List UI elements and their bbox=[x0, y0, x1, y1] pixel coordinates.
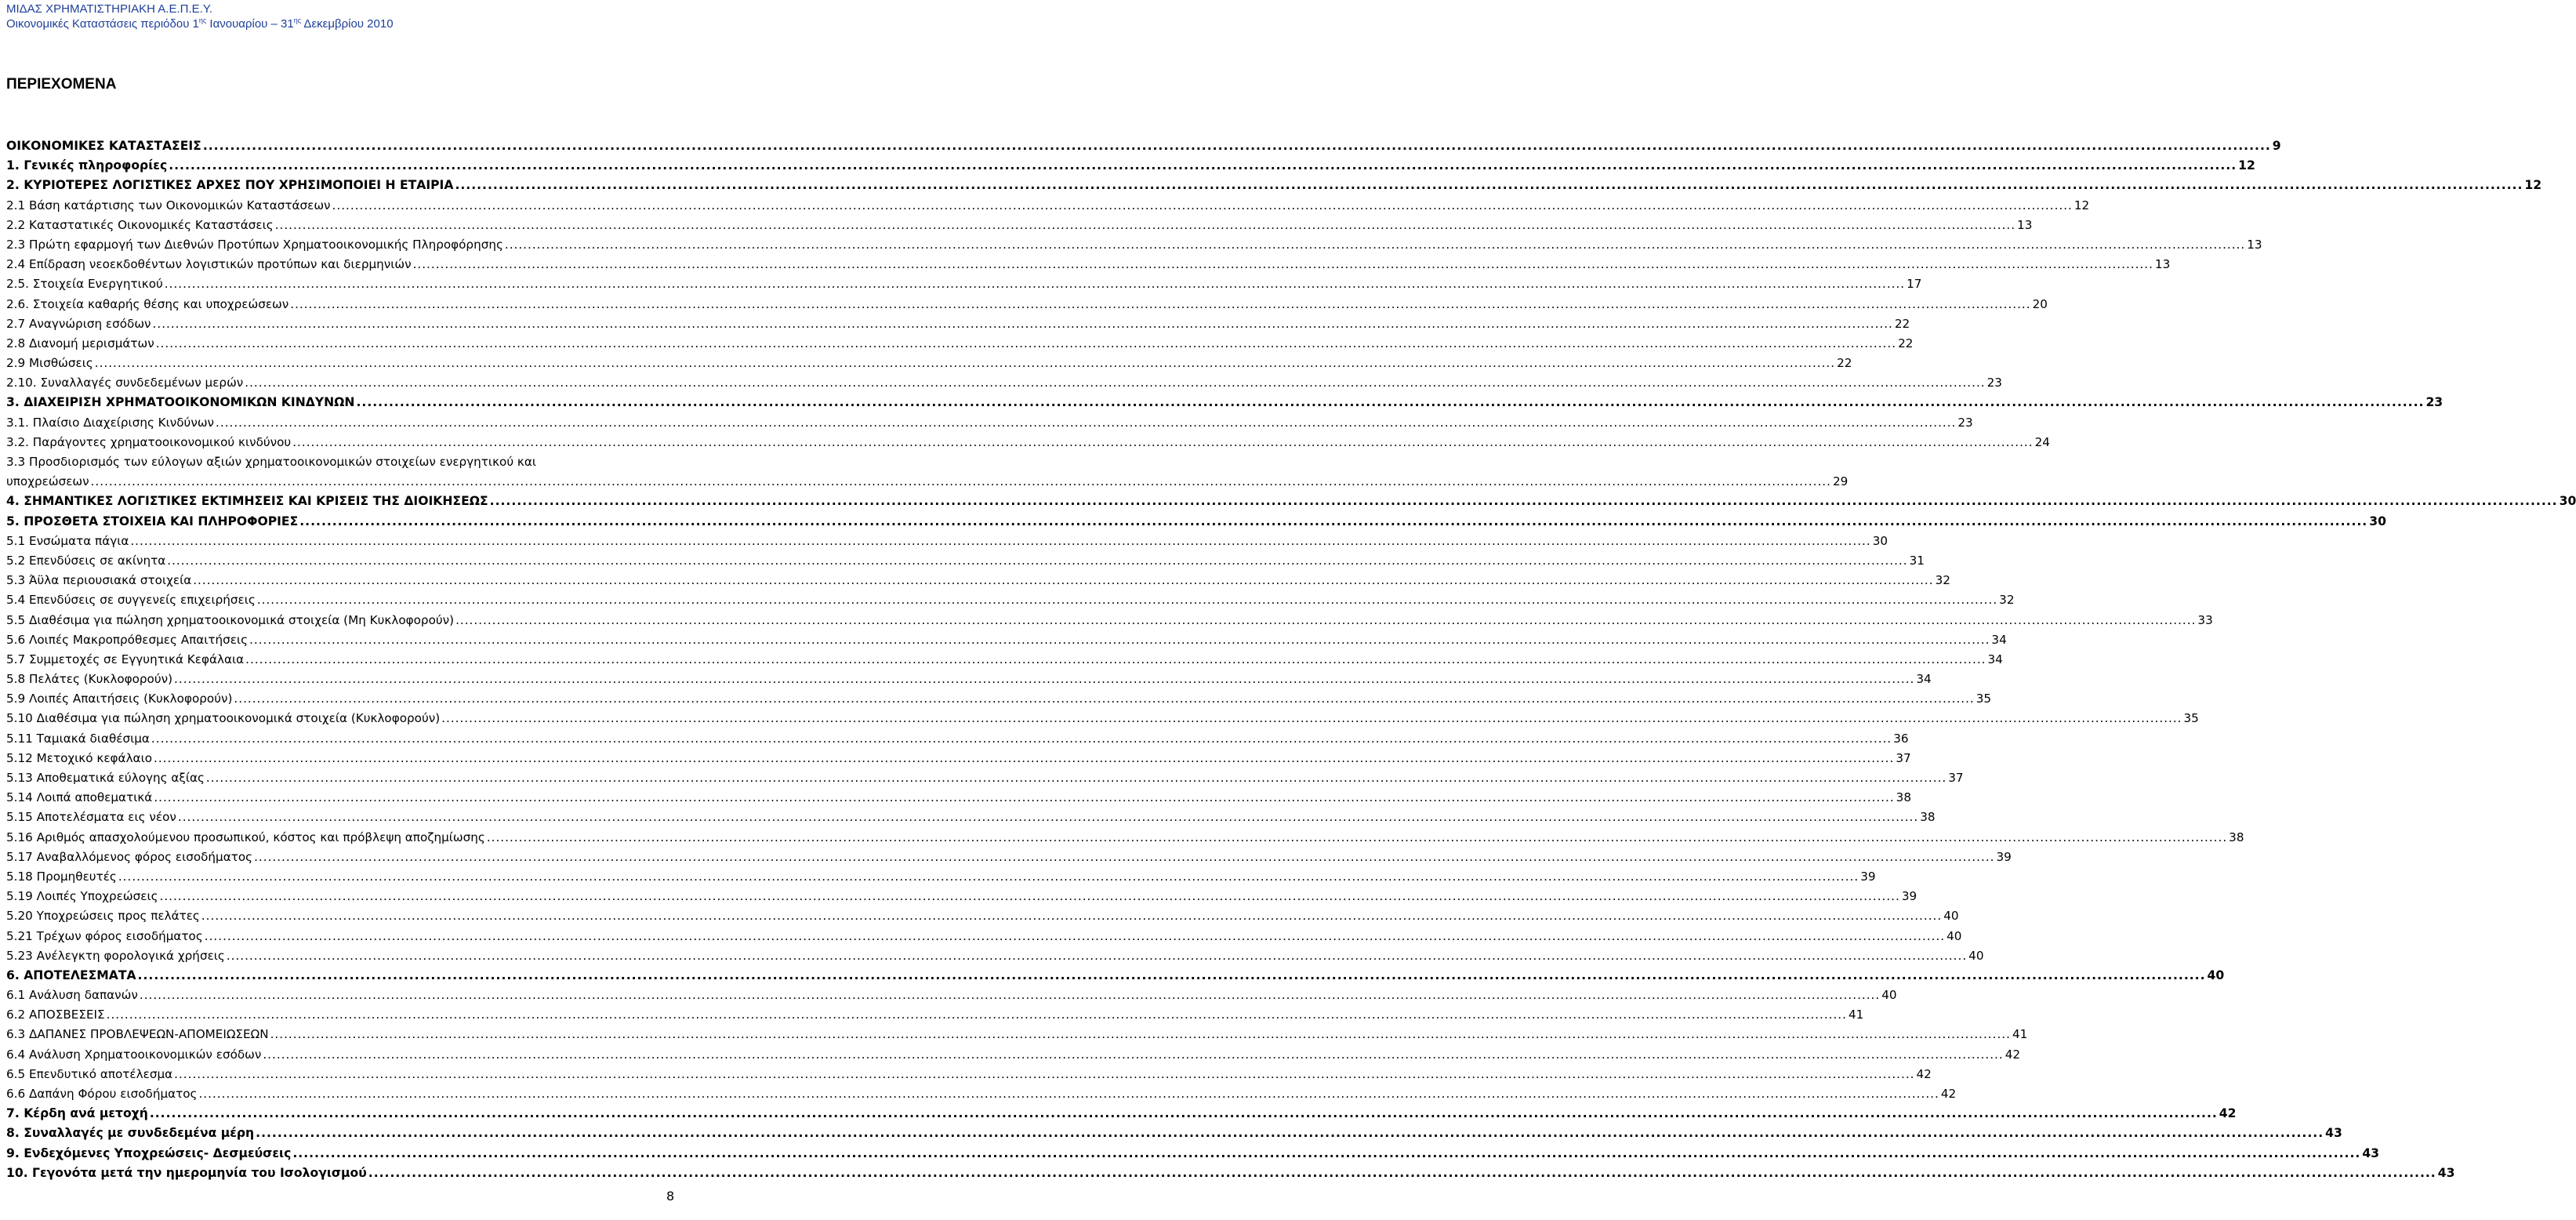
toc-entry-page: 36 bbox=[1893, 731, 1909, 746]
toc-entry[interactable] bbox=[6, 670, 1932, 689]
toc-leader-dots bbox=[150, 1104, 2218, 1124]
toc-entry-page: 12 bbox=[2073, 198, 2090, 212]
toc-entry-label: 5.10 Διαθέσιμα για πώληση χρηματοοικονομικά στοιχεία (Κυκλοφορούν) bbox=[6, 711, 441, 726]
toc-entry-page: 42 bbox=[2005, 1047, 2021, 1062]
toc-entry-label: 5.15 Αποτελέσματα εις νέον bbox=[6, 810, 176, 825]
toc-entry-label: 1. Γενικές πληροφορίες bbox=[6, 158, 168, 173]
toc-leader-dots bbox=[156, 334, 1896, 354]
toc-entry-page: 35 bbox=[2183, 711, 2199, 726]
toc-entry-page: 9 bbox=[2272, 139, 2281, 153]
page-number: 8 bbox=[666, 1189, 675, 1204]
toc-entry-label: 5.14 Λοιπά αποθεματικά bbox=[6, 790, 153, 805]
toc-entry-label: 6.3 ΔΑΠΑΝΕΣ ΠΡΟΒΛΕΨΕΩΝ-ΑΠΟΜΕΙΩΣΕΩΝ bbox=[6, 1027, 269, 1042]
toc-leader-dots bbox=[292, 433, 2033, 452]
toc-entry-page: 40 bbox=[1881, 988, 1897, 1003]
toc-entry-page: 13 bbox=[2247, 237, 2262, 252]
toc-entry-page: 22 bbox=[1898, 336, 1914, 350]
toc-entry-label: 3. ΔΙΑΧΕΙΡΙΣΗ ΧΡΗΜΑΤΟΟΙΚΟΝΟΜΙΚΩΝ ΚΙΝΔΥΝΩΝ bbox=[6, 395, 355, 410]
toc-entry-label: 3.1. Πλαίσιο Διαχείρισης Κινδύνων bbox=[6, 415, 215, 430]
toc-entry-label: 5.7 Συμμετοχές σε Εγγυητικά Κεφάλαια bbox=[6, 652, 245, 666]
toc-entry-page: 13 bbox=[2154, 257, 2171, 272]
toc-entry-label: 2.7 Αναγνώριση εσόδων bbox=[6, 316, 151, 331]
toc-entry-label: 5.12 Μετοχικό κεφάλαιο bbox=[6, 750, 152, 765]
toc-entry-page: 35 bbox=[1976, 692, 1992, 706]
toc-entry-label: 5.4 Επενδύσεις σε συγγενείς επιχειρήσεις bbox=[6, 593, 256, 608]
header-period-part: Οικονομικές Καταστάσεις περιόδου 1 bbox=[6, 17, 199, 31]
toc-entry-label: 5.1 Ενσώματα πάγια bbox=[6, 533, 129, 548]
toc-entry-page: 31 bbox=[1909, 553, 1925, 568]
toc-leader-dots bbox=[368, 1164, 2436, 1183]
toc-entry-page: 37 bbox=[1948, 771, 1964, 785]
toc-entry-label: 10. Γεγονότα μετά την ημερομηνία του Ισολογισμού bbox=[6, 1165, 367, 1180]
toc-entry-page: 22 bbox=[1894, 316, 1910, 331]
header-sup: ης bbox=[198, 16, 207, 24]
toc-entry-label: 6.4 Ανάλυση Χρηματοοικονομικών εσόδων bbox=[6, 1047, 262, 1062]
toc-leader-dots bbox=[227, 946, 1967, 966]
toc-entry-page: 34 bbox=[1991, 632, 2007, 647]
toc-entry[interactable] bbox=[6, 196, 2090, 216]
toc-entry[interactable] bbox=[6, 611, 2213, 630]
toc-entry-label: 3.3 Προσδιορισμός των εύλογων αξιών χρηματοοικονομικών στοιχείων ενεργητικού και bbox=[6, 455, 537, 469]
toc-leader-dots bbox=[356, 393, 2424, 412]
toc-leader-dots bbox=[205, 927, 1945, 946]
toc-leader-dots bbox=[270, 1025, 2011, 1044]
toc-leader-dots bbox=[107, 1005, 1847, 1025]
toc-leader-dots bbox=[234, 689, 1974, 709]
toc-entry[interactable] bbox=[6, 749, 1911, 768]
toc-entry-page: 40 bbox=[1947, 928, 1962, 943]
toc-leader-dots bbox=[275, 216, 2015, 235]
toc-entry-label: 6.6 Δαπάνη Φόρου εισοδήματος bbox=[6, 1087, 198, 1101]
toc-leader-dots bbox=[165, 274, 1905, 294]
toc-entry[interactable] bbox=[6, 828, 2244, 848]
toc-entry[interactable] bbox=[6, 1005, 1864, 1025]
toc-entry[interactable] bbox=[6, 274, 1922, 294]
toc-leader-dots bbox=[245, 373, 1985, 393]
toc-entry-label: 5.9 Λοιπές Απαιτήσεις (Κυκλοφορούν) bbox=[6, 692, 233, 706]
toc-entry-label: 5.11 Ταμιακά διαθέσιμα bbox=[6, 731, 150, 746]
toc-entry-page: 40 bbox=[2207, 968, 2225, 982]
toc-entry-page: 39 bbox=[1996, 849, 2012, 864]
toc-entry-page: 23 bbox=[2425, 395, 2444, 410]
toc-leader-dots bbox=[455, 611, 2196, 630]
toc-entry[interactable] bbox=[6, 906, 1959, 926]
toc-entry[interactable] bbox=[6, 1045, 2021, 1065]
toc-entry-page: 38 bbox=[1920, 810, 1936, 825]
toc-entry[interactable] bbox=[6, 788, 1911, 808]
toc-entry[interactable] bbox=[6, 472, 1849, 492]
toc-entry-page: 43 bbox=[2325, 1126, 2342, 1141]
toc-entry-page: 40 bbox=[1943, 909, 1959, 924]
toc-entry-label: 2.5. Στοιχεία Ενεργητικού bbox=[6, 277, 163, 292]
toc-leader-dots bbox=[151, 729, 1892, 749]
toc-entry-label: ΟΙΚΟΝΟΜΙΚΕΣ ΚΑΤΑΣΤΑΣΕΙΣ bbox=[6, 139, 201, 153]
toc-entry-page: 34 bbox=[1987, 652, 2003, 666]
toc-entry-label: 2. ΚΥΡΙΟΤΕΡΕΣ ΛΟΓΙΣΤΙΚΕΣ ΑΡΧΕΣ ΠΟΥ ΧΡΗΣΙΜΟΠΟΙΕΙ Η ΕΤΑΙΡΙΑ bbox=[6, 178, 454, 193]
toc-leader-dots bbox=[245, 650, 1986, 670]
toc-entry-page: 32 bbox=[1999, 593, 2015, 608]
toc-entry-page: 23 bbox=[1986, 376, 2002, 390]
toc-entry[interactable] bbox=[6, 492, 2576, 511]
toc-entry-label: 4. ΣΗΜΑΝΤΙΚΕΣ ΛΟΓΙΣΤΙΚΕΣ ΕΚΤΙΜΗΣΕΙΣ ΚΑΙ ΚΡΙΣΕΙΣ ΤΗΣ ΔΙΟΙΚΗΣΕΩΣ bbox=[6, 494, 488, 509]
toc-leader-dots bbox=[167, 551, 1907, 571]
table-of-contents bbox=[6, 136, 2576, 1183]
toc-entry[interactable] bbox=[6, 768, 1964, 788]
toc-leader-dots bbox=[138, 966, 2206, 986]
toc-entry-label: 6.2 ΑΠΟΣΒΕΣΕΙΣ bbox=[6, 1008, 105, 1022]
toc-entry[interactable] bbox=[6, 630, 2007, 650]
toc-entry-label: 5.5 Διαθέσιμα για πώληση χρηματοοικονομικά στοιχεία (Μη Κυκλοφορούν) bbox=[6, 612, 455, 627]
toc-entry-page: 12 bbox=[2524, 178, 2542, 193]
toc-entry-page: 38 bbox=[1896, 790, 1911, 805]
toc-leader-dots bbox=[154, 788, 1894, 808]
toc-leader-dots bbox=[256, 1124, 2324, 1143]
toc-entry-page: 22 bbox=[1837, 356, 1852, 371]
toc-entry[interactable] bbox=[6, 729, 1909, 749]
toc-entry-page: 34 bbox=[1916, 672, 1932, 687]
toc-leader-dots bbox=[257, 590, 1997, 610]
toc-entry-label: 6. ΑΠΟΤΕΛΕΣΜΑΤΑ bbox=[6, 968, 136, 982]
toc-entry-page: 12 bbox=[2238, 158, 2255, 173]
toc-entry-page: 43 bbox=[2362, 1146, 2380, 1160]
toc-entry-label: 5.23 Ανέλεγκτη φορολογικά χρήσεις bbox=[6, 948, 225, 963]
toc-entry-label: 9. Ενδεχόμενες Υποχρεώσεις- Δεσμεύσεις bbox=[6, 1146, 292, 1160]
toc-entry[interactable] bbox=[6, 452, 749, 472]
toc-leader-dots bbox=[254, 848, 1994, 867]
toc-leader-dots bbox=[441, 709, 2182, 728]
toc-entry-page: 39 bbox=[1860, 869, 1876, 884]
toc-entry-label: 5.19 Λοιπές Υποχρεώσεις bbox=[6, 889, 158, 904]
toc-entry[interactable] bbox=[6, 689, 1992, 709]
toc-title: ΠΕΡΙΕΧΟΜΕΝΑ bbox=[6, 76, 117, 93]
toc-entry[interactable] bbox=[6, 551, 1925, 571]
toc-entry[interactable] bbox=[6, 334, 1914, 354]
header-company: ΜΙΔΑΣ ΧΡΗΜΑΤΙΣΤΗΡΙΑΚΗ Α.Ε.Π.Ε.Υ. bbox=[6, 2, 213, 16]
toc-entry[interactable] bbox=[6, 571, 1950, 590]
toc-entry[interactable] bbox=[6, 413, 1973, 433]
toc-entry[interactable] bbox=[6, 393, 2444, 412]
toc-entry-page: 13 bbox=[2017, 217, 2033, 232]
toc-entry[interactable] bbox=[6, 650, 2003, 670]
toc-entry[interactable] bbox=[6, 216, 2033, 235]
toc-entry[interactable] bbox=[6, 1164, 2455, 1183]
toc-entry-label: 5.17 Αναβαλλόμενος φόρος εισοδήματος bbox=[6, 849, 253, 864]
toc-entry[interactable] bbox=[6, 709, 2199, 728]
toc-entry-label: 2.8 Διανομή μερισμάτων bbox=[6, 336, 154, 350]
header-period bbox=[6, 16, 743, 31]
toc-leader-dots bbox=[413, 255, 2153, 274]
toc-leader-dots bbox=[130, 532, 1870, 551]
toc-entry[interactable] bbox=[6, 946, 1984, 966]
toc-entry-label: 7. Κέρδη ανά μετοχή bbox=[6, 1106, 148, 1121]
toc-leader-dots bbox=[169, 156, 2237, 176]
toc-entry[interactable] bbox=[6, 532, 1888, 551]
toc-entry[interactable] bbox=[6, 590, 2015, 610]
toc-entry[interactable] bbox=[6, 966, 2225, 986]
toc-entry[interactable] bbox=[6, 295, 2048, 314]
toc-entry-label: 2.3 Πρώτη εφαρμογή των Διεθνών Προτύπων Χρηματοοικονομικής Πληροφόρησης bbox=[6, 237, 503, 252]
toc-entry-label: 8. Συναλλαγές με συνδεδεμένα μέρη bbox=[6, 1126, 255, 1141]
toc-entry[interactable] bbox=[6, 1084, 1957, 1104]
toc-entry-page: 38 bbox=[2229, 830, 2244, 844]
toc-entry-label: 5.20 Υποχρεώσεις προς πελάτες bbox=[6, 909, 200, 924]
toc-entry-label: υποχρεώσεων bbox=[6, 474, 89, 489]
toc-entry[interactable] bbox=[6, 1065, 1932, 1084]
toc-leader-dots bbox=[299, 512, 2367, 532]
toc-entry[interactable] bbox=[6, 1025, 2028, 1044]
header-sup: ης bbox=[293, 16, 302, 24]
toc-entry-page: 41 bbox=[1848, 1008, 1864, 1022]
toc-entry[interactable] bbox=[6, 1104, 2237, 1124]
toc-leader-dots bbox=[140, 986, 1880, 1005]
toc-leader-dots bbox=[193, 571, 1933, 590]
toc-entry-page: 23 bbox=[1957, 415, 1973, 430]
toc-entry[interactable] bbox=[6, 867, 1876, 887]
toc-entry-page: 42 bbox=[2219, 1106, 2237, 1121]
toc-entry-page: 30 bbox=[1872, 533, 1888, 548]
toc-entry[interactable] bbox=[6, 1144, 2380, 1164]
toc-entry[interactable] bbox=[6, 354, 1852, 373]
toc-entry-label: 6.1 Ανάλυση δαπανών bbox=[6, 988, 138, 1003]
toc-entry-page: 30 bbox=[2559, 494, 2576, 509]
toc-entry-label: 6.5 Επενδυτικό αποτέλεσμα bbox=[6, 1066, 173, 1081]
toc-entry-page: 32 bbox=[1935, 573, 1950, 588]
toc-entry-page: 30 bbox=[2369, 514, 2386, 528]
toc-entry[interactable] bbox=[6, 1124, 2342, 1143]
toc-leader-dots bbox=[490, 492, 2558, 511]
toc-leader-dots bbox=[203, 136, 2271, 156]
toc-entry[interactable] bbox=[6, 314, 1910, 334]
toc-entry-label: 5.6 Λοιπές Μακροπρόθεσμες Απαιτήσεις bbox=[6, 632, 249, 647]
toc-leader-dots bbox=[174, 670, 1914, 689]
toc-leader-dots bbox=[178, 808, 1918, 827]
toc-entry[interactable] bbox=[6, 848, 2012, 867]
toc-entry-page: 24 bbox=[2034, 434, 2050, 449]
toc-entry-page: 40 bbox=[1968, 948, 1984, 963]
toc-leader-dots bbox=[91, 472, 1831, 492]
toc-entry-page: 33 bbox=[2197, 612, 2213, 627]
toc-entry[interactable] bbox=[6, 136, 2281, 156]
toc-entry[interactable] bbox=[6, 373, 2002, 393]
toc-entry-page: 43 bbox=[2437, 1165, 2455, 1180]
toc-entry-label: 2.4 Επίδραση νεοεκδοθέντων λογιστικών προτύπων και διερμηνιών bbox=[6, 257, 412, 272]
toc-entry[interactable] bbox=[6, 255, 2171, 274]
toc-entry-label: 5.13 Αποθεματικά εύλογης αξίας bbox=[6, 771, 205, 785]
toc-entry-label: 2.1 Βάση κατάρτισης των Οικονομικών Καταστάσεων bbox=[6, 198, 331, 212]
toc-leader-dots bbox=[505, 235, 2245, 255]
toc-entry-label: 5.3 Άϋλα περιουσιακά στοιχεία bbox=[6, 573, 192, 588]
toc-entry-page: 39 bbox=[1901, 889, 1917, 904]
toc-leader-dots bbox=[118, 867, 1859, 887]
toc-leader-dots bbox=[487, 828, 2227, 848]
toc-entry[interactable] bbox=[6, 176, 2542, 195]
toc-entry[interactable] bbox=[6, 927, 1962, 946]
toc-entry-label: 5.18 Προμηθευτές bbox=[6, 869, 117, 884]
toc-entry-page: 17 bbox=[1907, 277, 1922, 292]
toc-entry-label: 3.2. Παράγοντες χρηματοοικονομικού κινδύνου bbox=[6, 434, 292, 449]
toc-leader-dots bbox=[198, 1084, 1939, 1104]
toc-entry-label: 2.9 Μισθώσεις bbox=[6, 356, 93, 371]
toc-leader-dots bbox=[201, 906, 1942, 926]
toc-entry-label: 5.2 Επενδύσεις σε ακίνητα bbox=[6, 553, 166, 568]
toc-entry[interactable] bbox=[6, 156, 2255, 176]
toc-leader-dots bbox=[153, 314, 1893, 334]
toc-leader-dots bbox=[249, 630, 1990, 650]
toc-entry-label: 2.6. Στοιχεία καθαρής θέσης και υποχρεώσεων bbox=[6, 296, 289, 311]
toc-entry-label: 5.21 Τρέχων φόρος εισοδήματος bbox=[6, 928, 203, 943]
toc-entry-page: 42 bbox=[1916, 1066, 1932, 1081]
page-header bbox=[6, 2, 743, 31]
toc-entry-label: 5.16 Αριθμός απασχολούμενου προσωπικού, κόστος και πρόβλεψη αποζημίωσης bbox=[6, 830, 485, 844]
toc-entry-label: 2.10. Συναλλαγές συνδεδεμένων μερών bbox=[6, 376, 244, 390]
header-period-part: Ιανουαρίου – 31 bbox=[206, 17, 294, 31]
toc-leader-dots bbox=[216, 413, 1956, 433]
toc-entry[interactable] bbox=[6, 808, 1936, 827]
toc-leader-dots bbox=[95, 354, 1835, 373]
toc-entry-label: 5. ΠΡΟΣΘΕΤΑ ΣΤΟΙΧΕΙΑ ΚΑΙ ΠΛΗΡΟΦΟΡΙΕΣ bbox=[6, 514, 299, 528]
toc-entry[interactable] bbox=[6, 512, 2386, 532]
toc-leader-dots bbox=[206, 768, 1947, 788]
toc-leader-dots bbox=[455, 176, 2523, 195]
toc-entry-page: 41 bbox=[2012, 1027, 2028, 1042]
toc-entry-label: 5.8 Πελάτες (Κυκλοφορούν) bbox=[6, 672, 173, 687]
header-period-part: Δεκεμβρίου 2010 bbox=[301, 17, 394, 31]
toc-entry-page: 29 bbox=[1832, 474, 1849, 489]
toc-leader-dots bbox=[154, 749, 1894, 768]
toc-entry-page: 42 bbox=[1940, 1087, 1957, 1101]
toc-leader-dots bbox=[263, 1045, 2003, 1065]
toc-leader-dots bbox=[160, 887, 1900, 906]
toc-entry[interactable] bbox=[6, 235, 2262, 255]
toc-leader-dots bbox=[174, 1065, 1914, 1084]
toc-leader-dots bbox=[290, 295, 2030, 314]
toc-leader-dots bbox=[292, 1144, 2360, 1164]
toc-entry[interactable] bbox=[6, 887, 1917, 906]
toc-entry-label: 2.2 Καταστατικές Οικονομικές Καταστάσεις bbox=[6, 217, 274, 232]
toc-entry-page: 37 bbox=[1896, 750, 1911, 765]
toc-entry[interactable] bbox=[6, 433, 2050, 452]
toc-leader-dots bbox=[332, 196, 2073, 216]
toc-entry-page: 20 bbox=[2032, 296, 2048, 311]
toc-entry[interactable] bbox=[6, 986, 1897, 1005]
